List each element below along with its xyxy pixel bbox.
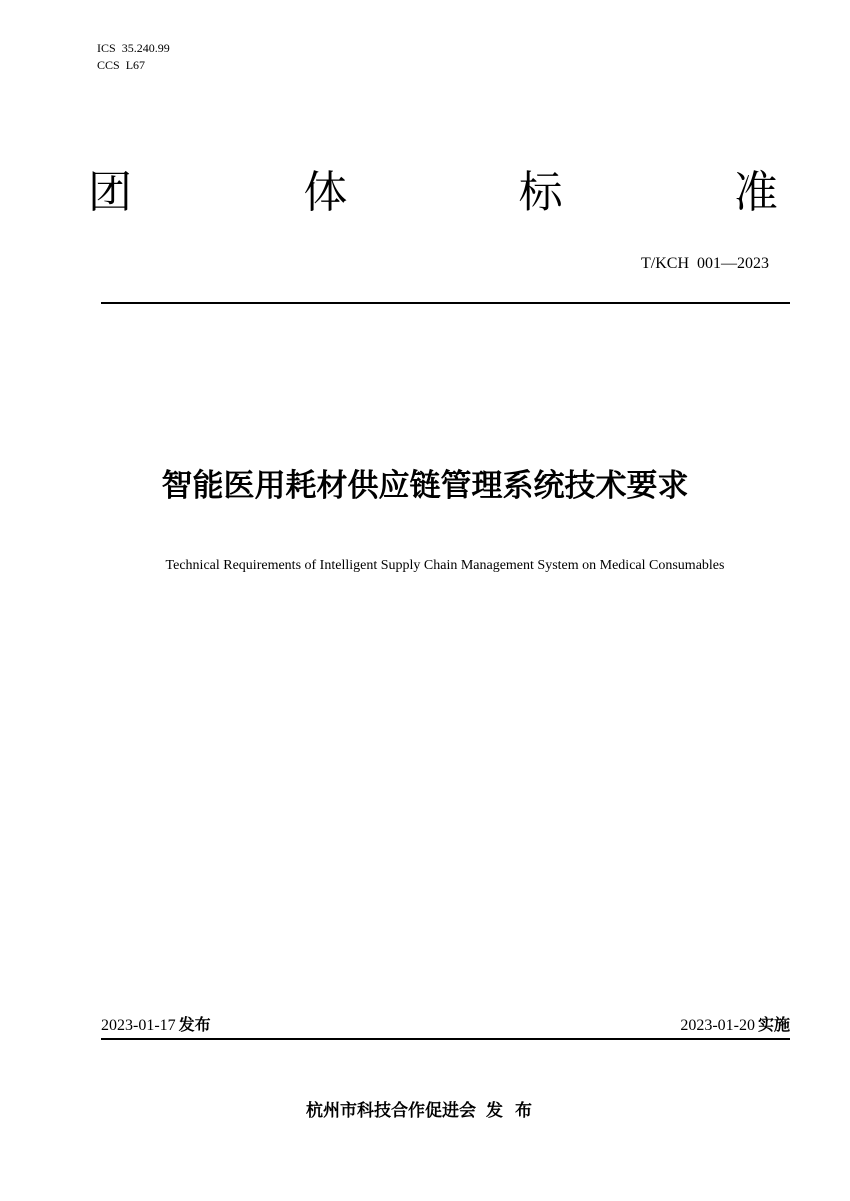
ics-label: ICS [97, 41, 116, 55]
release-date-block [101, 1014, 211, 1037]
effective-date: 2023-01-20 [680, 1017, 755, 1034]
ics-code [97, 40, 170, 57]
standard-type-char: 标 [518, 167, 563, 218]
classification-codes [97, 40, 170, 74]
standard-number: T/KCH 001—2023 [641, 255, 769, 272]
ccs-value: L67 [125, 58, 146, 72]
ccs-label: CCS [97, 58, 120, 72]
document-title-english: Technical Requirements of Intelligent Supply Chain Management System on Medical Consumables [165, 558, 725, 573]
effective-label: 实施 [757, 1015, 790, 1034]
standard-type-char: 准 [733, 167, 778, 218]
publisher-name: 杭州市科技合作促进会 [306, 1101, 476, 1121]
document-title-chinese: 智能医用耗材供应链管理系统技术要求 [161, 468, 689, 504]
publisher-line [0, 1099, 850, 1123]
standard-type-heading [88, 163, 778, 223]
effective-date-block [680, 1014, 790, 1037]
standard-type-char: 体 [303, 167, 348, 218]
ics-value: 35.240.99 [121, 41, 170, 55]
top-divider [101, 302, 790, 304]
release-date: 2023-01-17 [101, 1017, 176, 1034]
release-label: 发布 [178, 1015, 211, 1034]
publisher-suffix: 发布 [486, 1101, 544, 1121]
ccs-code [97, 57, 170, 74]
date-line [101, 1014, 790, 1038]
bottom-divider [101, 1038, 790, 1040]
standard-type-char: 团 [88, 167, 132, 218]
